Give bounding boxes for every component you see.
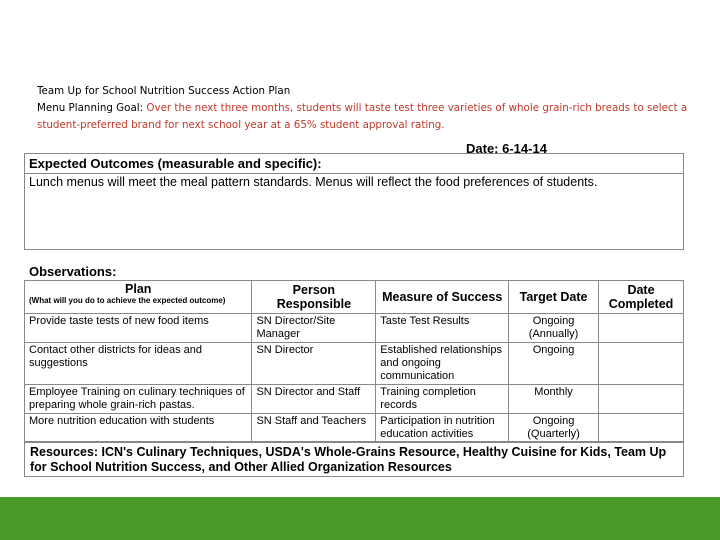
table-row bbox=[25, 385, 684, 414]
header-measure-of-success: Measure of Success bbox=[376, 281, 509, 314]
cell-completed bbox=[599, 414, 684, 443]
header-person-responsible: Person Responsible bbox=[252, 281, 376, 314]
cell-plan: More nutrition education with students bbox=[25, 414, 252, 443]
cell-measure: Taste Test Results bbox=[376, 314, 509, 343]
cell-measure: Established relationships and ongoing communication bbox=[376, 343, 509, 385]
cell-person: SN Director bbox=[252, 343, 376, 385]
document-title: Team Up for School Nutrition Success Action Plan bbox=[37, 85, 291, 97]
table-header-row bbox=[25, 281, 684, 314]
table-row bbox=[25, 343, 684, 385]
cell-target: Ongoing (Quarterly) bbox=[509, 414, 599, 443]
footer-bar bbox=[0, 497, 720, 540]
cell-person: SN Director/Site Manager bbox=[252, 314, 376, 343]
goal-text: Over the next three months, students will taste test three varieties of whole grain-rich breads to select a student-preferred brand for next school year at a 65% student approval rating. bbox=[37, 102, 688, 131]
date-label: Date: 6-14-14 bbox=[466, 141, 547, 156]
cell-completed bbox=[599, 314, 684, 343]
table-row bbox=[25, 414, 684, 443]
cell-target: Ongoing (Annually) bbox=[509, 314, 599, 343]
observations-title: Observations: bbox=[29, 264, 117, 279]
header-target-date: Target Date bbox=[509, 281, 599, 314]
goal-label: Menu Planning Goal: bbox=[37, 102, 147, 114]
goal-statement bbox=[37, 100, 717, 134]
cell-completed bbox=[599, 385, 684, 414]
cell-completed bbox=[599, 343, 684, 385]
cell-target: Ongoing bbox=[509, 343, 599, 385]
action-plan-table bbox=[24, 280, 684, 443]
cell-target: Monthly bbox=[509, 385, 599, 414]
header-date-completed: Date Completed bbox=[599, 281, 684, 314]
cell-person: SN Director and Staff bbox=[252, 385, 376, 414]
header-plan: Plan (What will you do to achieve the expected outcome) bbox=[25, 281, 252, 314]
expected-outcomes-box bbox=[24, 153, 684, 250]
expected-outcomes-title: Expected Outcomes (measurable and specific): bbox=[25, 154, 683, 174]
cell-plan: Contact other districts for ideas and suggestions bbox=[25, 343, 252, 385]
cell-measure: Participation in nutrition education activities bbox=[376, 414, 509, 443]
resources-box: Resources: ICN's Culinary Techniques, USDA's Whole-Grains Resource, Healthy Cuisine for Kids, Team Up for School Nutrition Success, and Other Allied Organization Resources bbox=[24, 441, 684, 477]
document-header bbox=[37, 83, 717, 134]
cell-person: SN Staff and Teachers bbox=[252, 414, 376, 443]
cell-measure: Training completion records bbox=[376, 385, 509, 414]
expected-outcomes-text: Lunch menus will meet the meal pattern standards. Menus will reflect the food preferences of students. bbox=[29, 175, 598, 189]
table-row bbox=[25, 314, 684, 343]
cell-plan: Employee Training on culinary techniques of preparing whole grain-rich pastas. bbox=[25, 385, 252, 414]
cell-plan: Provide taste tests of new food items bbox=[25, 314, 252, 343]
header-plan-subtitle: (What will you do to achieve the expected outcome) bbox=[29, 296, 226, 305]
